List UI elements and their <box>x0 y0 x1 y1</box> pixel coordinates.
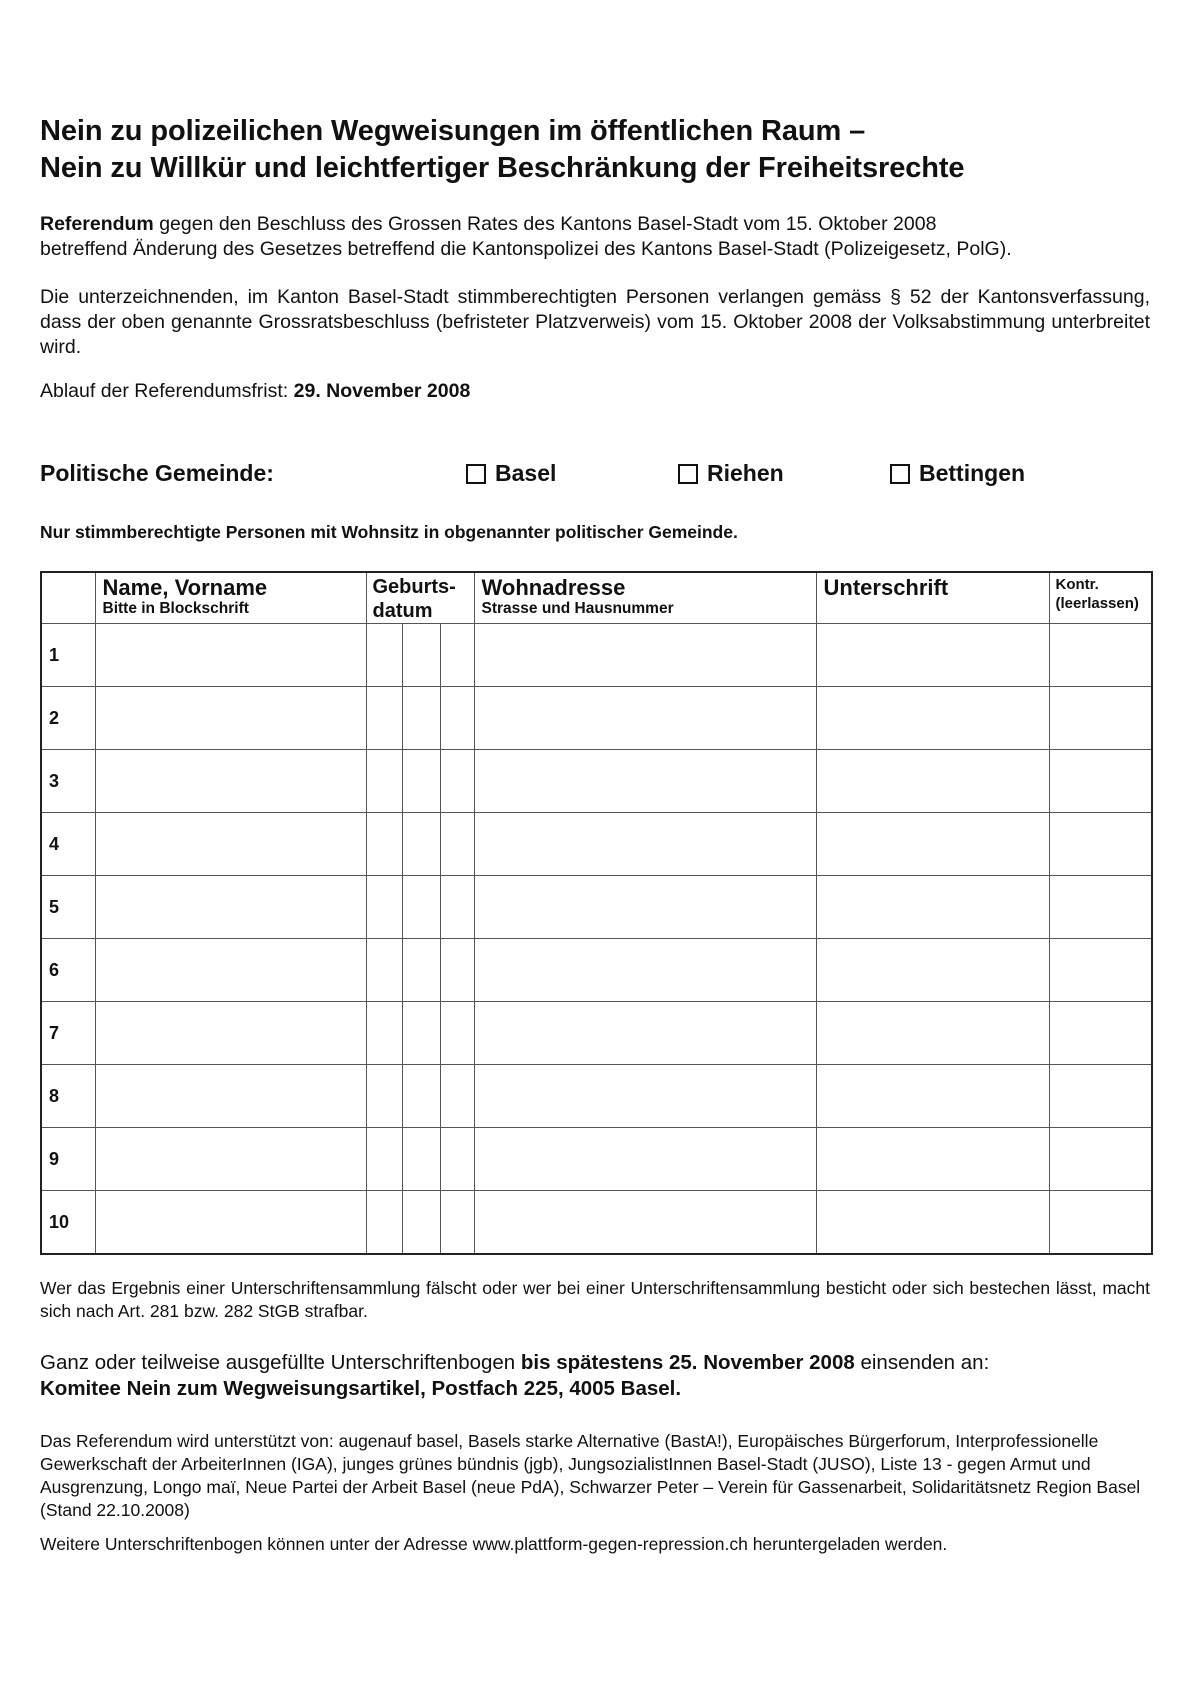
checkbox-riehen[interactable] <box>678 464 698 484</box>
option-bettingen-label: Bettingen <box>919 460 1026 486</box>
header-address: Wohnadresse Strasse und Hausnummer <box>474 572 816 624</box>
signature-field[interactable] <box>816 750 1049 813</box>
birth-year-field[interactable] <box>440 1128 474 1191</box>
name-field[interactable] <box>95 750 366 813</box>
address-field[interactable] <box>474 624 816 687</box>
birth-day-field[interactable] <box>366 624 402 687</box>
deadline-label: Ablauf der Referendumsfrist: <box>40 380 294 402</box>
table-row <box>41 1191 1152 1255</box>
option-riehen[interactable] <box>678 460 784 487</box>
birth-month-field[interactable] <box>402 750 440 813</box>
birth-day-field[interactable] <box>366 1128 402 1191</box>
table-row <box>41 939 1152 1002</box>
address-field[interactable] <box>474 813 816 876</box>
control-field <box>1049 1002 1152 1065</box>
row-number: 10 <box>41 1191 95 1255</box>
referendum-text: gegen den Beschluss des Grossen Rates des Kantons Basel-Stadt vom 15. Oktober 2008 <box>153 213 937 235</box>
table-row <box>41 687 1152 750</box>
send-pre: Ganz oder teilweise ausgefüllte Unterschriftenbogen <box>40 1351 521 1374</box>
address-field[interactable] <box>474 1128 816 1191</box>
signature-table <box>40 571 1153 1255</box>
send-instructions <box>40 1350 989 1402</box>
control-field <box>1049 1128 1152 1191</box>
signature-field[interactable] <box>816 687 1049 750</box>
address-field[interactable] <box>474 1065 816 1128</box>
title-line-2: Nein zu Willkür und leichtfertiger Beschränkung der Freiheitsrechte <box>40 152 965 184</box>
birth-day-field[interactable] <box>366 813 402 876</box>
birth-month-field[interactable] <box>402 1191 440 1255</box>
page-title <box>40 113 964 187</box>
birth-month-field[interactable] <box>402 687 440 750</box>
row-number: 9 <box>41 1128 95 1191</box>
control-field <box>1049 1065 1152 1128</box>
table-row <box>41 750 1152 813</box>
control-field <box>1049 624 1152 687</box>
birth-year-field[interactable] <box>440 687 474 750</box>
deadline-value: 29. November 2008 <box>293 380 471 402</box>
referendum-label: Referendum <box>40 213 154 235</box>
signature-field[interactable] <box>816 876 1049 939</box>
birth-year-field[interactable] <box>440 1002 474 1065</box>
row-number: 6 <box>41 939 95 1002</box>
birth-year-field[interactable] <box>440 939 474 1002</box>
row-number: 5 <box>41 876 95 939</box>
birth-day-field[interactable] <box>366 687 402 750</box>
table-row <box>41 1128 1152 1191</box>
supporters-list: Das Referendum wird unterstützt von: augenauf basel, Basels starke Alternative (BastA!), Europäisches Bürgerforum, Interprofessionelle Gewerkschaft der ArbeiterInnen (IGA), junges grünes bündnis (jgb), JungsozialistInnen Basel-Stadt (JUSO), Liste 13 - gegen Armut und Ausgrenzung, Longo maï, Neue Partei der Arbeit Basel (neue PdA), Schwarzer Peter – Verein für Gassenarbeit, Solidaritätsnetz Region Basel (Stand 22.10.2008) <box>40 1431 1141 1520</box>
name-field[interactable] <box>95 876 366 939</box>
row-number: 1 <box>41 624 95 687</box>
signature-field[interactable] <box>816 1191 1049 1255</box>
header-number <box>41 572 95 624</box>
birth-month-field[interactable] <box>402 1065 440 1128</box>
birth-month-field[interactable] <box>402 1002 440 1065</box>
signature-field[interactable] <box>816 624 1049 687</box>
address-field[interactable] <box>474 876 816 939</box>
signature-field[interactable] <box>816 1128 1049 1191</box>
name-field[interactable] <box>95 1191 366 1255</box>
table-header-row <box>41 572 1152 624</box>
address-field[interactable] <box>474 687 816 750</box>
table-row <box>41 1065 1152 1128</box>
control-field <box>1049 813 1152 876</box>
name-field[interactable] <box>95 1128 366 1191</box>
header-control: Kontr. (leerlassen) <box>1049 572 1152 624</box>
birth-day-field[interactable] <box>366 750 402 813</box>
birth-year-field[interactable] <box>440 1191 474 1255</box>
signature-field[interactable] <box>816 1065 1049 1128</box>
birth-month-field[interactable] <box>402 876 440 939</box>
row-number: 3 <box>41 750 95 813</box>
birth-month-field[interactable] <box>402 1128 440 1191</box>
birth-day-field[interactable] <box>366 1191 402 1255</box>
control-field <box>1049 1191 1152 1255</box>
control-field <box>1049 750 1152 813</box>
download-note: Weitere Unterschriftenbogen können unter der Adresse www.plattform-gegen-repression.ch heruntergeladen werden. <box>40 1534 948 1554</box>
birth-month-field[interactable] <box>402 813 440 876</box>
title-line-1: Nein zu polizeilichen Wegweisungen im öffentlichen Raum – <box>40 115 866 147</box>
address-field[interactable] <box>474 1002 816 1065</box>
option-riehen-label: Riehen <box>707 460 784 486</box>
referendum-text-line2: betreffend Änderung des Gesetzes betreffend die Kantonspolizei des Kantons Basel-Stadt (Polizeigesetz, PolG). <box>40 238 1012 260</box>
checkbox-bettingen[interactable] <box>890 464 910 484</box>
address-field[interactable] <box>474 750 816 813</box>
control-field <box>1049 687 1152 750</box>
signature-field[interactable] <box>816 1002 1049 1065</box>
name-field[interactable] <box>95 624 366 687</box>
birth-day-field[interactable] <box>366 876 402 939</box>
option-bettingen[interactable] <box>890 460 1025 487</box>
control-field <box>1049 876 1152 939</box>
committee-address: Komitee Nein zum Wegweisungsartikel, Postfach 225, 4005 Basel. <box>40 1377 682 1400</box>
birth-day-field[interactable] <box>366 1065 402 1128</box>
birth-year-field[interactable] <box>440 876 474 939</box>
birth-year-field[interactable] <box>440 624 474 687</box>
address-field[interactable] <box>474 1191 816 1255</box>
name-field[interactable] <box>95 939 366 1002</box>
demand-paragraph: Die unterzeichnenden, im Kanton Basel-Stadt stimmberechtigten Personen verlangen gemäss § 52 der Kantonsverfassung, dass der oben genannte Grossratsbeschluss (befristeter Platzverweis) vom 15. Oktober 2008 der Volksabstimmung unterbreitet wird. <box>40 286 1150 358</box>
signature-field[interactable] <box>816 939 1049 1002</box>
fraud-warning: Wer das Ergebnis einer Unterschriftensammlung fälscht oder wer bei einer Unterschriftensammlung besticht oder sich bestechen lässt, macht sich nach Art. 281 bzw. 282 StGB strafbar. <box>40 1278 1150 1321</box>
header-signature: Unterschrift <box>816 572 1049 624</box>
birth-month-field[interactable] <box>402 624 440 687</box>
deadline <box>40 379 470 404</box>
referendum-intro <box>40 212 1012 262</box>
table-row <box>41 813 1152 876</box>
control-field <box>1049 939 1152 1002</box>
row-number: 8 <box>41 1065 95 1128</box>
row-number: 4 <box>41 813 95 876</box>
send-deadline: bis spätestens 25. November 2008 <box>520 1351 855 1374</box>
name-field[interactable] <box>95 813 366 876</box>
name-field[interactable] <box>95 1065 366 1128</box>
name-field[interactable] <box>95 687 366 750</box>
header-name: Name, Vorname Bitte in Blockschrift <box>95 572 366 624</box>
option-basel[interactable] <box>466 460 556 487</box>
header-birthdate: Geburts- datum <box>366 572 474 624</box>
birth-month-field[interactable] <box>402 939 440 1002</box>
table-row <box>41 876 1152 939</box>
table-row <box>41 624 1152 687</box>
birth-year-field[interactable] <box>440 750 474 813</box>
row-number: 7 <box>41 1002 95 1065</box>
birth-day-field[interactable] <box>366 1002 402 1065</box>
table-row <box>41 1002 1152 1065</box>
address-field[interactable] <box>474 939 816 1002</box>
birth-year-field[interactable] <box>440 813 474 876</box>
checkbox-basel[interactable] <box>466 464 486 484</box>
eligibility-note: Nur stimmberechtigte Personen mit Wohnsitz in obgenannter politischer Gemeinde. <box>40 522 738 542</box>
row-number: 2 <box>41 687 95 750</box>
option-basel-label: Basel <box>495 460 557 486</box>
birth-year-field[interactable] <box>440 1065 474 1128</box>
signature-field[interactable] <box>816 813 1049 876</box>
gemeinde-label: Politische Gemeinde: <box>40 460 274 486</box>
birth-day-field[interactable] <box>366 939 402 1002</box>
send-post: einsenden an: <box>854 1351 990 1374</box>
name-field[interactable] <box>95 1002 366 1065</box>
